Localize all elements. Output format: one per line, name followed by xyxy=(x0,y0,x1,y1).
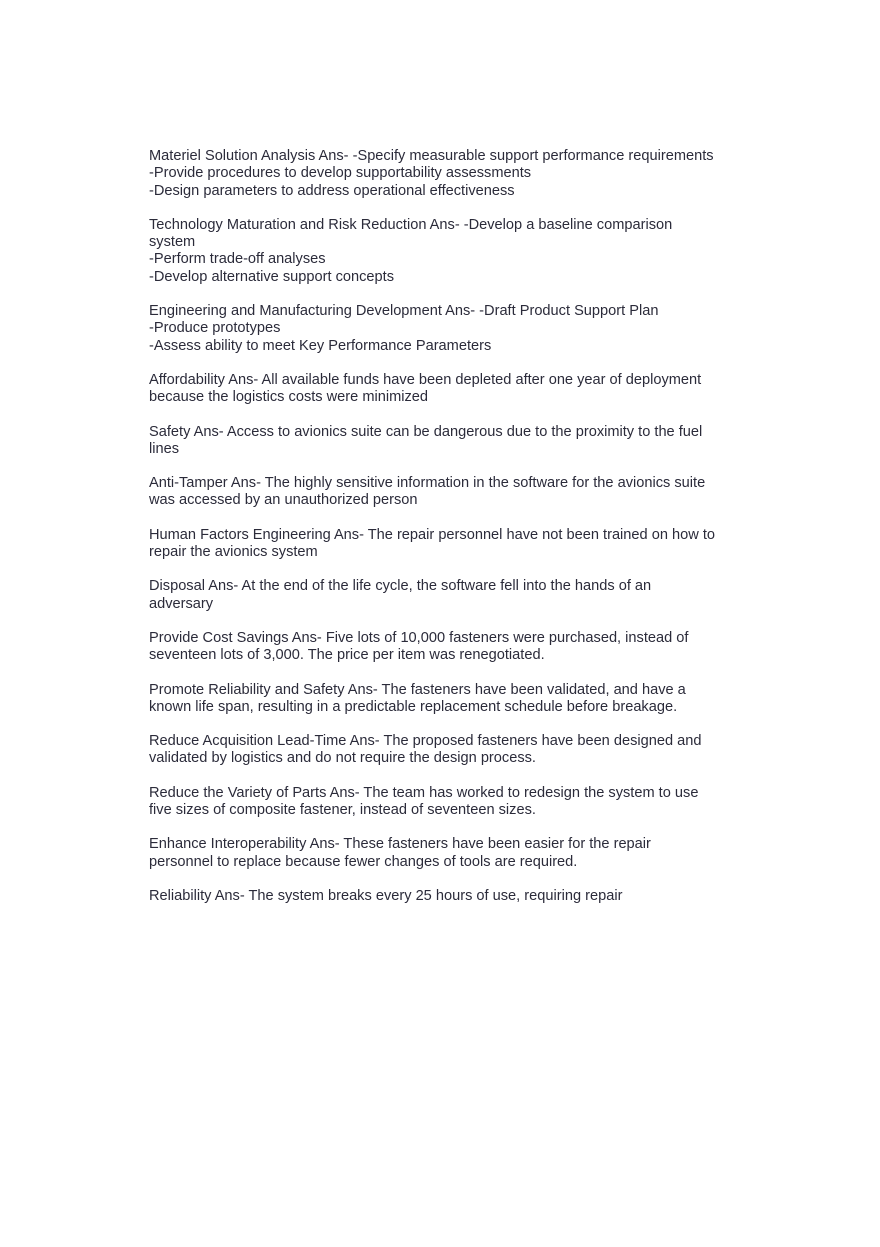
entry-line: -Perform trade-off analyses xyxy=(149,251,326,268)
entry-engineering-manufacturing xyxy=(149,303,744,355)
entry-line: Disposal Ans- At the end of the life cycle, the software fell into the hands of an xyxy=(149,578,652,595)
entry-line: Human Factors Engineering Ans- The repair personnel have not been trained on how to xyxy=(149,526,715,543)
entry-line: system xyxy=(149,234,196,251)
entry-line: -Design parameters to address operational effectiveness xyxy=(149,182,515,199)
entry-line: -Assess ability to meet Key Performance Parameters xyxy=(149,337,492,354)
entry-line: because the logistics costs were minimized xyxy=(149,389,429,406)
entry-line: lines xyxy=(149,440,180,457)
entry-line: Technology Maturation and Risk Reduction Ans- -Develop a baseline comparison xyxy=(149,216,673,233)
entry-line: -Develop alternative support concepts xyxy=(149,268,394,285)
entry-human-factors xyxy=(149,527,744,562)
entry-line: known life span, resulting in a predictable replacement schedule before breakage. xyxy=(149,698,678,715)
entry-line: Engineering and Manufacturing Development Ans- -Draft Product Support Plan xyxy=(149,303,659,320)
entry-reliability xyxy=(149,888,744,905)
entry-line: Safety Ans- Access to avionics suite can be dangerous due to the proximity to the fuel xyxy=(149,423,703,440)
entry-provide-cost-savings xyxy=(149,630,744,665)
entry-line: repair the avionics system xyxy=(149,544,318,561)
entry-line: Materiel Solution Analysis Ans- -Specify measurable support performance requirements xyxy=(149,148,714,164)
entry-line: -Produce prototypes xyxy=(149,320,281,337)
entry-line: Anti-Tamper Ans- The highly sensitive information in the software for the avionics suite xyxy=(149,475,706,492)
entry-promote-reliability-safety xyxy=(149,682,744,717)
entry-line: Reliability Ans- The system breaks every 25 hours of use, requiring repair xyxy=(149,887,623,904)
entry-line: personnel to replace because fewer changes of tools are required. xyxy=(149,853,578,870)
entry-line: Provide Cost Savings Ans- Five lots of 10,000 fasteners were purchased, instead of xyxy=(149,629,689,646)
entry-line: Enhance Interoperability Ans- These fasteners have been easier for the repair xyxy=(149,836,651,853)
entry-technology-maturation xyxy=(149,217,744,286)
entry-line: validated by logistics and do not require the design process. xyxy=(149,750,536,767)
entry-anti-tamper xyxy=(149,475,744,510)
entry-line: Affordability Ans- All available funds have been depleted after one year of deployment xyxy=(149,371,702,388)
entry-line: Reduce Acquisition Lead-Time Ans- The proposed fasteners have been designed and xyxy=(149,733,702,750)
entry-affordability xyxy=(149,372,744,407)
entry-line: Reduce the Variety of Parts Ans- The team has worked to redesign the system to use xyxy=(149,784,699,801)
entry-materiel-solution-analysis xyxy=(149,148,744,200)
entry-line: Promote Reliability and Safety Ans- The fasteners have been validated, and have a xyxy=(149,681,686,698)
entry-line: seventeen lots of 3,000. The price per item was renegotiated. xyxy=(149,647,545,664)
entry-reduce-acquisition-lead-time xyxy=(149,733,744,768)
entry-reduce-variety-of-parts xyxy=(149,785,744,820)
entry-line: adversary xyxy=(149,595,214,612)
document-body xyxy=(149,148,744,922)
entry-line: five sizes of composite fastener, instead of seventeen sizes. xyxy=(149,802,536,819)
entry-line: was accessed by an unauthorized person xyxy=(149,492,418,509)
entry-disposal xyxy=(149,578,744,613)
entry-enhance-interoperability xyxy=(149,836,744,871)
entry-safety xyxy=(149,424,744,459)
entry-line: -Provide procedures to develop supportability assessments xyxy=(149,165,532,182)
